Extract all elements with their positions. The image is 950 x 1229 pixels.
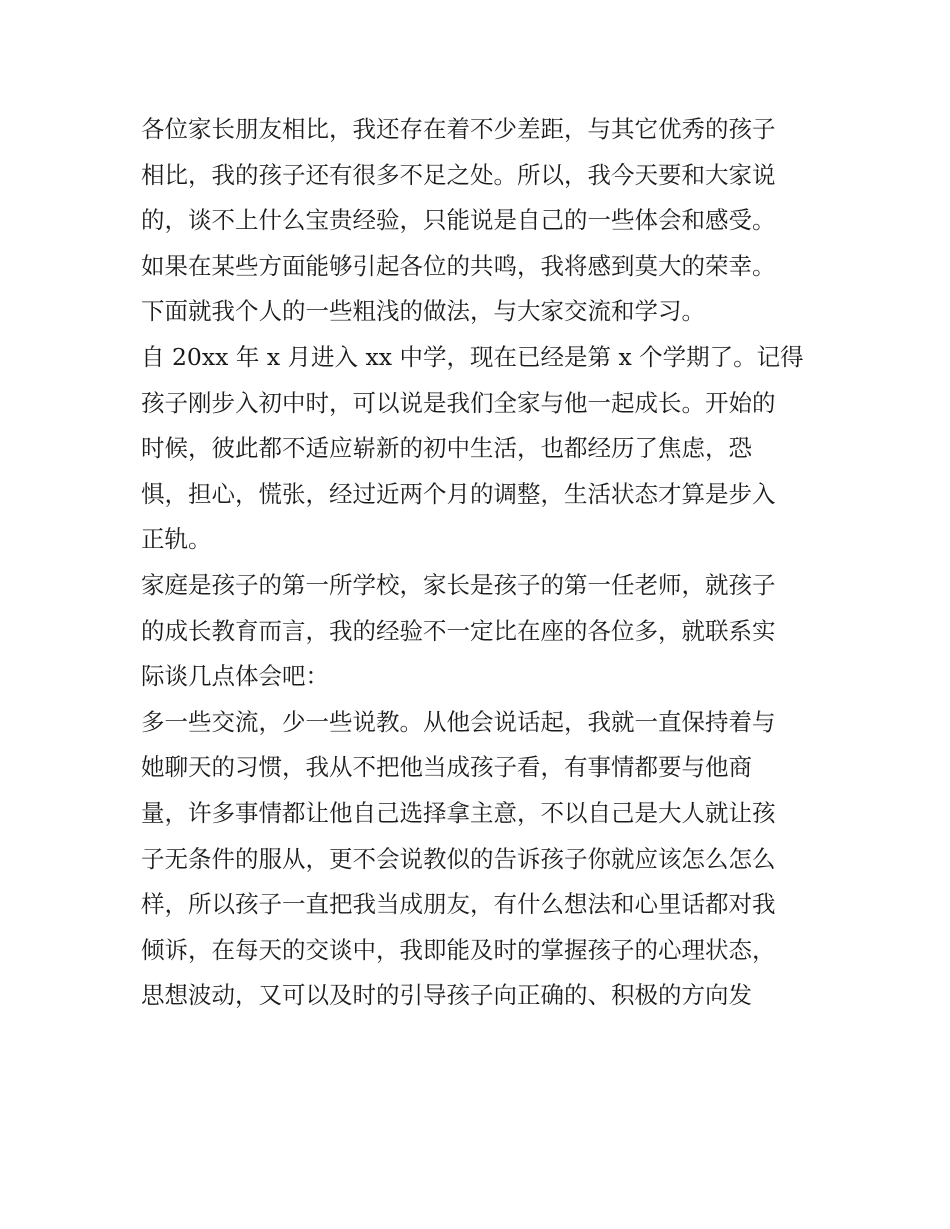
text-line-9: 惧，担心，慌张，经过近两个月的调整，生活状态才算是步入 xyxy=(141,479,776,508)
body-text xyxy=(141,107,821,1019)
text-line-13: 际谈几点体会吧： xyxy=(141,662,329,691)
text-line-5: 下面就我个人的一些粗浅的做法，与大家交流和学习。 xyxy=(141,297,705,326)
text-line-4: 如果在某些方面能够引起各位的共鸣，我将感到莫大的荣幸。 xyxy=(141,251,776,280)
text-line-1: 各位家长朋友相比，我还存在着不少差距，与其它优秀的孩子 xyxy=(141,115,776,143)
text-line-18: 样，所以孩子一直把我当成朋友，有什么想法和心里话都对我 xyxy=(141,890,776,919)
text-line-7: 孩子刚步入初中时，可以说是我们全家与他一起成长。开始的 xyxy=(141,388,776,417)
text-line-3: 的，谈不上什么宝贵经验，只能说是自己的一些体会和感受。 xyxy=(141,206,776,235)
text-line-19: 倾诉，在每天的交谈中，我即能及时的掌握孩子的心理状态， xyxy=(141,935,776,964)
text-line-17: 子无条件的服从，更不会说教似的告诉孩子你就应该怎么怎么 xyxy=(141,844,776,873)
text-line-14: 多一些交流，少一些说教。从他会说话起，我就一直保持着与 xyxy=(141,707,776,736)
text-line-6: 自 20xx 年 x 月进入 xx 中学，现在已经是第 x 个学期了。记得 xyxy=(141,342,804,371)
text-line-8: 时候，彼此都不适应崭新的初中生活，也都经历了焦虑，恐 xyxy=(141,434,752,463)
text-line-11: 家庭是孩子的第一所学校，家长是孩子的第一任老师，就孩子 xyxy=(141,570,776,599)
text-line-16: 量，许多事情都让他自己选择拿主意，不以自己是大人就让孩 xyxy=(141,798,776,827)
text-line-2: 相比，我的孩子还有很多不足之处。所以，我今天要和大家说 xyxy=(141,160,776,189)
text-line-12: 的成长教育而言，我的经验不一定比在座的各位多，就联系实 xyxy=(141,616,776,645)
text-line-20: 思想波动，又可以及时的引导孩子向正确的、积极的方向发 xyxy=(141,981,752,1010)
text-line-15: 她聊天的习惯，我从不把他当成孩子看，有事情都要与他商 xyxy=(141,753,752,782)
text-line-10: 正轨。 xyxy=(141,525,212,554)
